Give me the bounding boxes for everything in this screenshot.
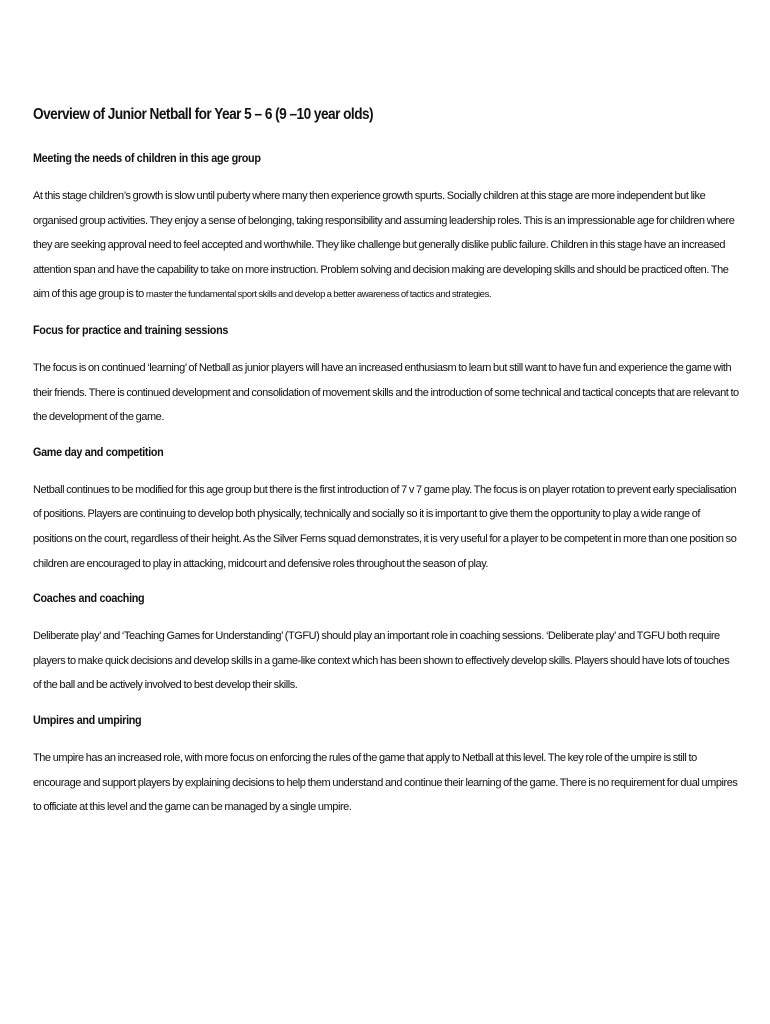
document-page — [33, 104, 739, 832]
section-body: The umpire has an increased role, with more focus on enforcing the rules of the game that apply to Netball at this level. The key role of the umpire is still to encourage and support players by explaining decisions to help them understand and continue their learning of the game. There is no requirement for dual umpires to officiate at this level and the game can be managed by a single umpire. — [33, 751, 738, 814]
section-coaching — [33, 588, 739, 698]
section-body: The focus is on continued ‘learning’ of Netball as junior players will have an increased enthusiasm to learn but still want to have fun and experience the game with their friends. There is continued development and consolidation of movement skills and the introduction of some technical and tactical concepts that are relevant to the development of the game. — [33, 361, 739, 424]
section-body-tail: master the fundamental sport skills and develop a better awareness of tactics and strategies. — [145, 289, 492, 301]
section-body: Deliberate play’ and ‘Teaching Games for Understanding’ (TGFU) should play an important role in coaching sessions. ‘Deliberate play’ and TGFU both require players to make quick decisions and develop skills in a game-like context which has been shown to effectively develop skills. Players should have lots of touches of the ball and be actively involved to best develop their skills. — [33, 630, 730, 692]
section-practice — [33, 320, 739, 430]
document-title: Overview of Junior Netball for Year 5 – 6 (9 –10 year olds) — [33, 106, 374, 123]
section-game-day — [33, 442, 739, 576]
section-heading: Umpires and umpiring — [33, 712, 142, 727]
section-heading: Meeting the needs of children in this age group — [33, 151, 261, 165]
section-umpiring — [33, 710, 739, 820]
section-body-text: At this stage children’s growth is slow until puberty where many then experience growth spurts. Socially children at this stage are more independent but like organised group activities. They enjoy a sense of belonging, taking responsibility and assuming leadership roles. This is an impressionable age for children where they are seeking approval need to feel accepted and worthwhile. They like challenge but generally dislike public failure. Children in this stage have an increased attention span and have the capability to take on more instruction. Problem solving and decision making are developing skills and should be practiced often. The aim of this age group is to — [33, 190, 735, 301]
section-heading: Focus for practice and training sessions — [33, 322, 229, 337]
section-body — [33, 184, 739, 308]
section-body: Netball continues to be modified for this age group but there is the first introduction of 7 v 7 game play. The focus is on player rotation to prevent early specialisation of positions. Players are continuing to develop both physically, technically and socially so it is important to give them the opportunity to play a wide range of positions on the court, regardless of their height. As the Silver Ferns squad demonstrates, it is very useful for a player to be competent in more than one position so children are encouraged to play in attacking, midcourt and defensive roles throughout the season of play. — [33, 483, 737, 570]
section-heading: Game day and competition — [33, 444, 164, 459]
section-heading: Coaches and coaching — [33, 591, 145, 606]
section-needs — [33, 148, 739, 308]
